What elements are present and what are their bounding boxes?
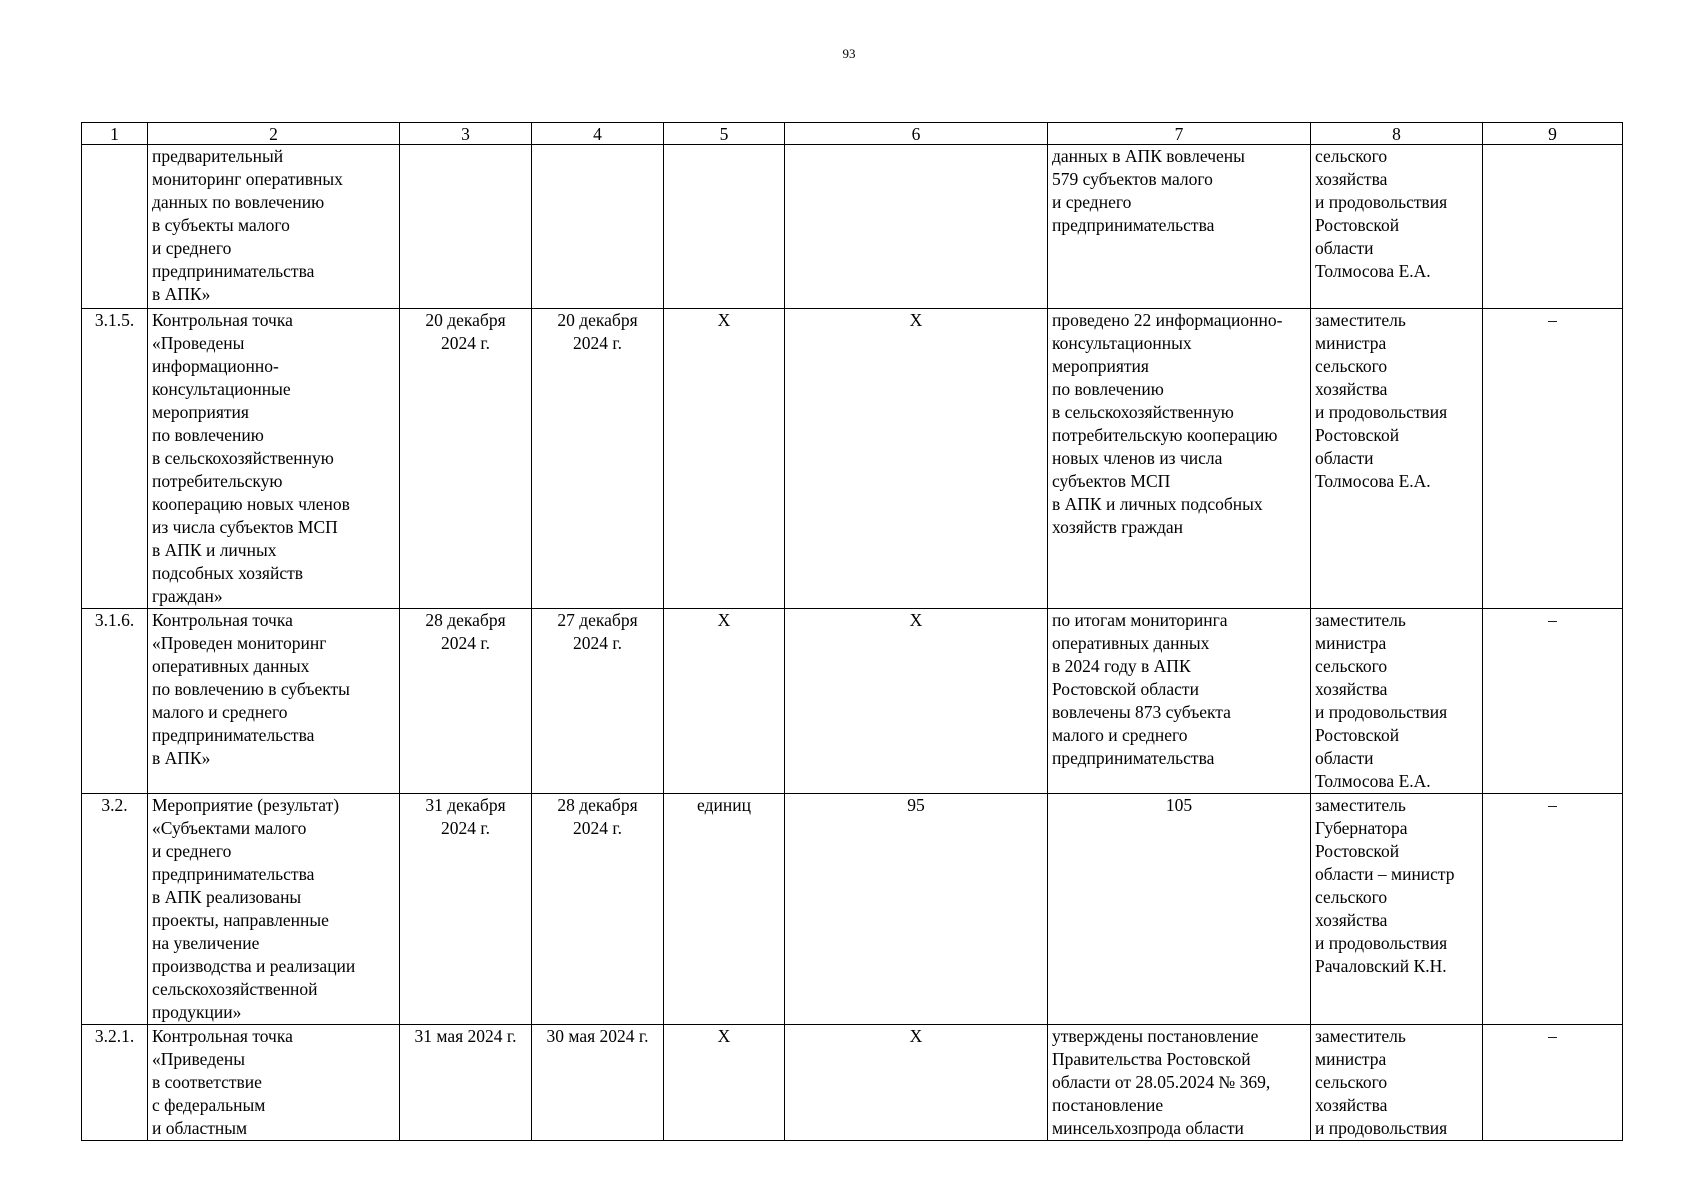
actual-date bbox=[532, 145, 664, 309]
table-row bbox=[82, 145, 1623, 309]
responsible-person: заместитель министра сельского хозяйства и продовольствия bbox=[1311, 1025, 1483, 1141]
event-name: Контрольная точка «Приведены в соответствие с федеральным и областным bbox=[148, 1025, 400, 1141]
result-text: данных в АПК вовлечены 579 субъектов малого и среднего предпринимательства bbox=[1048, 145, 1311, 309]
planned-value: X bbox=[785, 1025, 1048, 1141]
note: – bbox=[1483, 309, 1623, 609]
responsible-person: заместитель министра сельского хозяйства и продовольствия Ростовской области Толмосова Е.А. bbox=[1311, 609, 1483, 794]
column-number: 5 bbox=[664, 123, 785, 145]
unit bbox=[664, 145, 785, 309]
column-number: 4 bbox=[532, 123, 664, 145]
report-table bbox=[81, 122, 1623, 1141]
unit: X bbox=[664, 309, 785, 609]
column-number-row bbox=[82, 123, 1623, 145]
event-name: Контрольная точка «Проведены информационно- консультационные мероприятия по вовлечению в сельскохозяйственную потребительскую кооперацию новых членов из числа субъектов МСП в АПК и личных подсобных хозяйств граждан» bbox=[148, 309, 400, 609]
planned-date: 20 декабря 2024 г. bbox=[400, 309, 532, 609]
event-name: предварительный мониторинг оперативных данных по вовлечению в субъекты малого и среднего предпринимательства в АПК» bbox=[148, 145, 400, 309]
planned-value bbox=[785, 145, 1048, 309]
column-number: 6 bbox=[785, 123, 1048, 145]
table-row bbox=[82, 794, 1623, 1025]
column-number: 1 bbox=[82, 123, 148, 145]
page-number: 93 bbox=[842, 46, 856, 61]
column-number: 2 bbox=[148, 123, 400, 145]
planned-date bbox=[400, 145, 532, 309]
table-row bbox=[82, 609, 1623, 794]
responsible-person: заместитель министра сельского хозяйства и продовольствия Ростовской области Толмосова Е.А. bbox=[1311, 309, 1483, 609]
actual-date: 30 мая 2024 г. bbox=[532, 1025, 664, 1141]
note: – bbox=[1483, 794, 1623, 1025]
actual-date: 20 декабря 2024 г. bbox=[532, 309, 664, 609]
planned-value: 95 bbox=[785, 794, 1048, 1025]
row-number: 3.1.6. bbox=[82, 609, 148, 794]
responsible-person: заместитель Губернатора Ростовской области – министр сельского хозяйства и продовольствия Рачаловский К.Н. bbox=[1311, 794, 1483, 1025]
result-text: проведено 22 информационно- консультационных мероприятия по вовлечению в сельскохозяйственную потребительскую кооперацию новых членов из числа субъектов МСП в АПК и личных подсобных хозяйств граждан bbox=[1048, 309, 1311, 609]
actual-date: 27 декабря 2024 г. bbox=[532, 609, 664, 794]
row-number: 3.2.1. bbox=[82, 1025, 148, 1141]
row-number: 3.2. bbox=[82, 794, 148, 1025]
note bbox=[1483, 145, 1623, 309]
planned-date: 31 декабря 2024 г. bbox=[400, 794, 532, 1025]
result-text: утверждены постановление Правительства Ростовской области от 28.05.2024 № 369, постановление минсельхозпрода области bbox=[1048, 1025, 1311, 1141]
column-number: 9 bbox=[1483, 123, 1623, 145]
result-text: 105 bbox=[1048, 794, 1311, 1025]
column-number: 7 bbox=[1048, 123, 1311, 145]
unit: X bbox=[664, 609, 785, 794]
table-row bbox=[82, 309, 1623, 609]
planned-value: X bbox=[785, 609, 1048, 794]
event-name: Мероприятие (результат) «Субъектами малого и среднего предпринимательства в АПК реализованы проекты, направленные на увеличение производства и реализации сельскохозяйственной продукции» bbox=[148, 794, 400, 1025]
responsible-person: сельского хозяйства и продовольствия Ростовской области Толмосова Е.А. bbox=[1311, 145, 1483, 309]
actual-date: 28 декабря 2024 г. bbox=[532, 794, 664, 1025]
note: – bbox=[1483, 609, 1623, 794]
planned-value: X bbox=[785, 309, 1048, 609]
row-number: 3.1.5. bbox=[82, 309, 148, 609]
unit: X bbox=[664, 1025, 785, 1141]
planned-date: 28 декабря 2024 г. bbox=[400, 609, 532, 794]
column-number: 8 bbox=[1311, 123, 1483, 145]
event-name: Контрольная точка «Проведен мониторинг оперативных данных по вовлечению в субъекты малого и среднего предпринимательства в АПК» bbox=[148, 609, 400, 794]
planned-date: 31 мая 2024 г. bbox=[400, 1025, 532, 1141]
note: – bbox=[1483, 1025, 1623, 1141]
result-text: по итогам мониторинга оперативных данных в 2024 году в АПК Ростовской области вовлечены 873 субъекта малого и среднего предпринимательства bbox=[1048, 609, 1311, 794]
row-number bbox=[82, 145, 148, 309]
column-number: 3 bbox=[400, 123, 532, 145]
table-row bbox=[82, 1025, 1623, 1141]
unit: единиц bbox=[664, 794, 785, 1025]
